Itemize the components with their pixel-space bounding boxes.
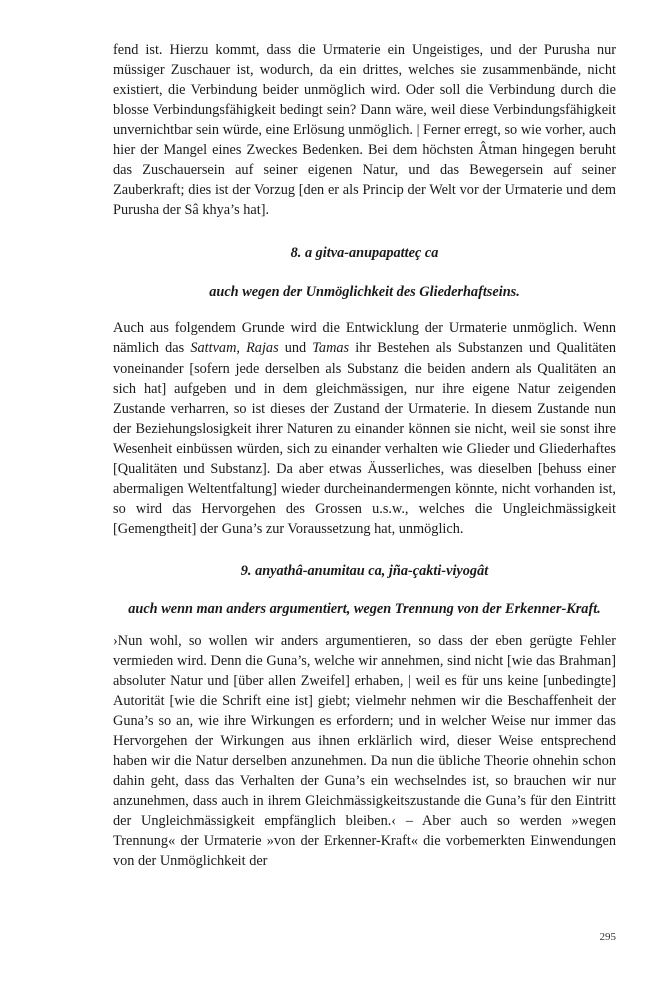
- paragraph-2-italic-a: Sattvam, Rajas: [190, 340, 279, 357]
- sutra-heading-9: 9. anyathâ-anumitau ca, jña-çakti-viyogât: [240, 562, 489, 579]
- paragraph-2: [113, 318, 616, 539]
- paragraph-2-text-a: Auch aus folgendem Grunde wird die Entwicklung der Urmaterie unmöglich. Wenn nämlich das: [113, 320, 616, 357]
- paragraph-2-text-c: ihr Bestehen als Substanzen und Qualitäten voneinander [sofern jede derselben als Substanz die beiden andern als Qualitäten an sich hat] aufgeben und in dem gleichmässigen, nur ihre eigene Natur zeigenden Zustande verharren, so ist dieses der Zustand der Urmaterie. In diesem Zustande nun der Beziehungslosigkeit ihrer Naturen zu einander können sie nicht, weil sie sonst ihre Wesenheit einbüssen würden, sich zu einander verhalten wie Glieder und Gliederhaftes [Qualitäten und Substanz]. Da aber etwas Äusserliches, was dieselben [behuss einer abermaligen Weltentfaltung] wieder durcheinandermengen könnte, nicht vorhanden ist, so wird das Hervorgehen des Grossen u.s.w., welches die Ungleichmässigkeit [Gemengtheit] der Guna’s zur Voraussetzung hat, unmöglich.: [113, 340, 617, 537]
- paragraph-2-italic-b: Tamas: [312, 340, 350, 357]
- page-text-block: [113, 40, 616, 872]
- sutra-translation-9: auch wenn man anders argumentiert, wegen Trennung von der Erkenner-Kraft.: [128, 600, 601, 617]
- paragraph-3: ›Nun wohl, so wollen wir anders argumentieren, so dass der eben gerügte Fehler vermieden wird. Denn die Guna’s, welche wir annehmen, sind nicht [wie das Brahman] absoluter Natur und [über allen Zweifel] erhaben, | weil es für uns keine [unbedingte] Autorität [wie die Schrift eine ist] giebt; vielmehr nehmen wir die Beschaffenheit der Guna’s so an, wie ihre Wirkungen es erfordern; und in welcher Weise nur immer das Hervorgehen der Wirkungen aus ihnen erklärlich wird, dieser Weise entsprechend haben wir die Natur derselben anzunehmen. Da nun die übliche Theorie ohnehin schon dahin geht, dass das Verhalten der Guna’s ein wechselndes ist, so brauchen wir nur anzunehmen, dass auch in ihrem Gleichmässigkeitszustande die Guna’s für den Eintritt der Ungleichmässigkeit empfänglich bleiben.‹ – Aber auch so werden »wegen Trennung« der Urmaterie »von der Erkenner-Kraft« die vorbemerkten Einwendungen von der Unmöglichkeit der: [113, 632, 616, 870]
- page-number: 295: [599, 931, 616, 943]
- paragraph-2-text-b: und: [278, 340, 313, 357]
- sutra-heading-8: 8. a gitva-anupapatteç ca: [290, 245, 439, 262]
- sutra-translation-8: auch wegen der Unmöglichkeit des Gliederhaftseins.: [209, 284, 520, 301]
- paragraph-1: fend ist. Hierzu kommt, dass die Urmaterie ein Ungeistiges, und der Purusha nur müssiger Zuschauer ist, wodurch, da ein drittes, welches sie zusammenbände, nicht existiert, die Verbindung beider unmöglich wird. Oder soll die Verbindung durch die blosse Verbindungsfähigkeit bedingt sein? Dann wäre, weil diese Verbindungsfähigkeit unvernichtbar sein würde, eine Erlösung unmöglich. | Ferner erregt, so wie vorher, auch hier der Mangel eines Zweckes Bedenken. Bei dem höchsten Âtman hingegen beruht das Zuschauersein auf seiner eigenen Natur, und das Bewegersein auf seiner Zauberkraft; dies ist der Vorzug [den er als Princip der Welt vor der Urmaterie und dem Purusha der Sâ khya’s hat].: [113, 42, 616, 219]
